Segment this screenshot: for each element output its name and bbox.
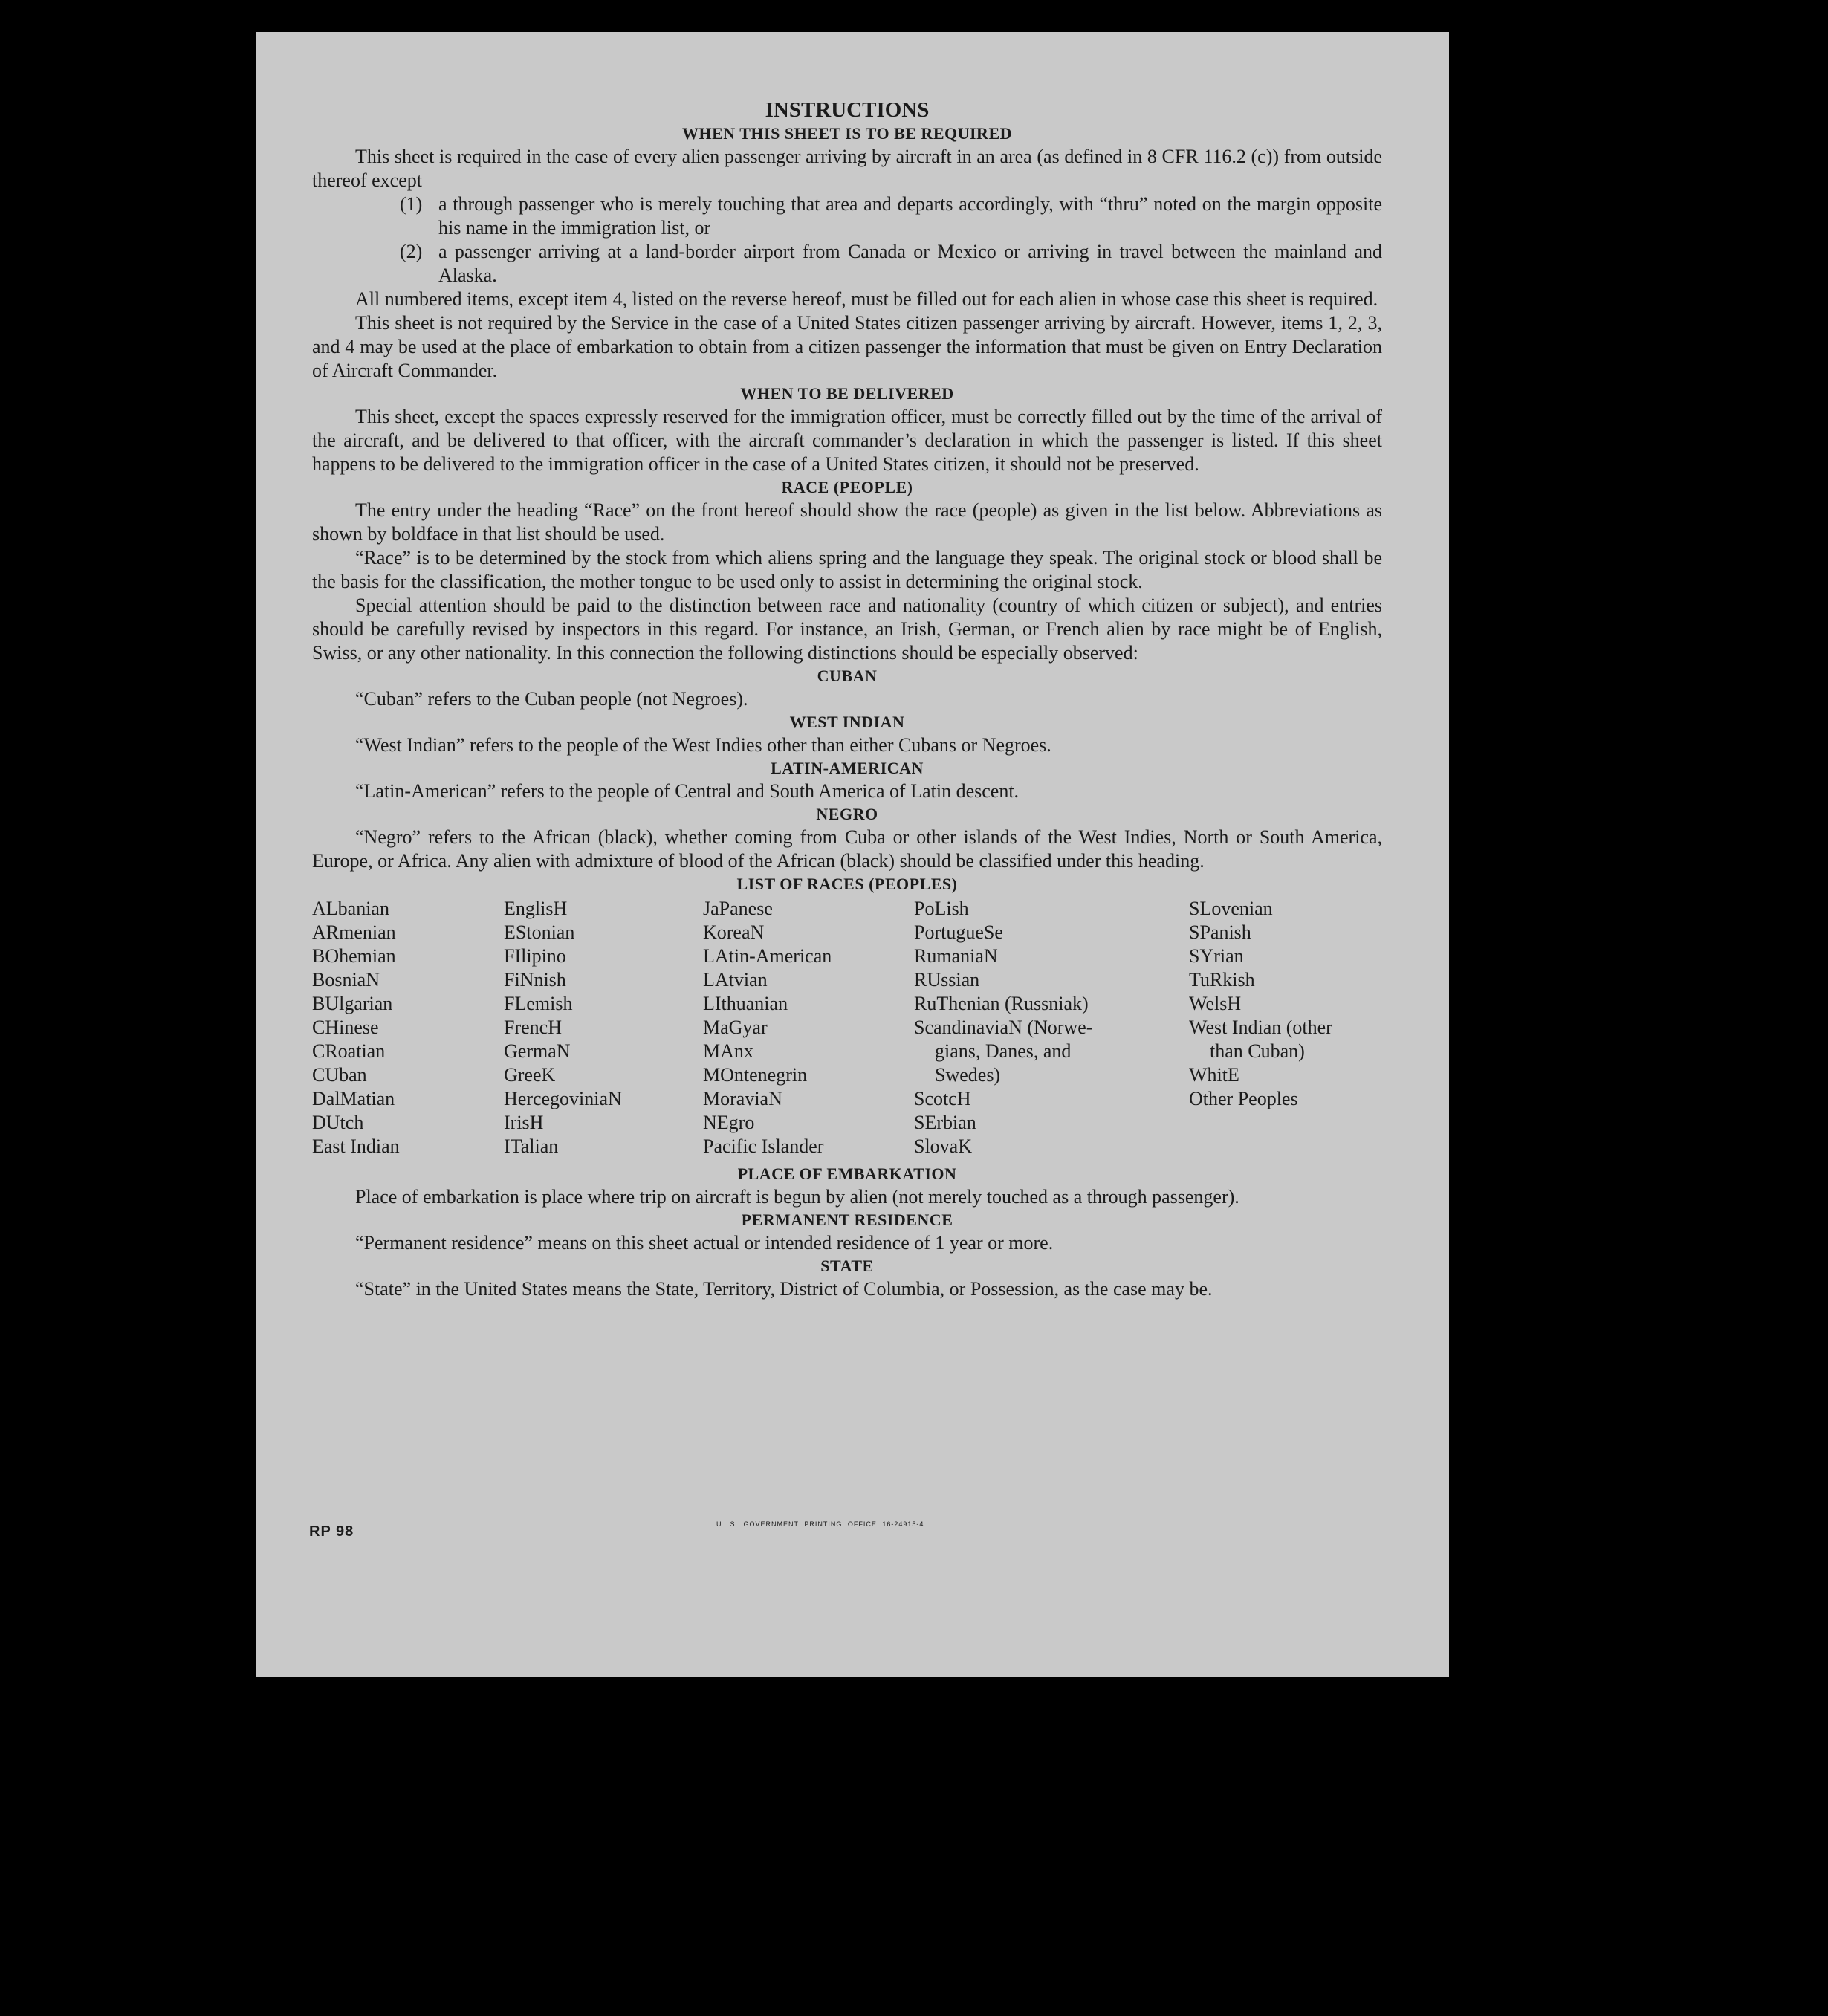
exception-item-1: [312, 192, 1382, 240]
exception-item-text: a passenger arriving at a land-border airport from Canada or Mexico or arriving in travel between the mainland and Alaska.: [438, 241, 1382, 286]
exception-item-2: [312, 240, 1382, 288]
heading-cuban: CUBAN: [817, 667, 878, 685]
heading-list-of-races: LIST OF RACES (PEOPLES): [736, 875, 958, 893]
race-entry: BOhemian: [312, 945, 396, 967]
race-entry: HercegoviniaN: [504, 1088, 622, 1109]
races-column-2: [504, 897, 703, 1158]
race-paragraph-1: The entry under the heading “Race” on the front hereof should show the race (people) as given in the list below. Abbreviations as shown by boldface in that list should be used.: [312, 499, 1382, 545]
race-entry: LAtvian: [703, 969, 768, 991]
race-entry: RumaniaN: [914, 945, 998, 967]
race-entry: IrisH: [504, 1112, 544, 1133]
race-entry: LIthuanian: [703, 993, 788, 1014]
exception-item-text: a through passenger who is merely touching that area and departs accordingly, with “thru” noted on the margin opposite his name in the immigration list, or: [438, 193, 1382, 239]
race-entry: EStonian: [504, 921, 575, 943]
page-title: INSTRUCTIONS: [765, 98, 930, 122]
embarkation-paragraph: Place of embarkation is place where trip on aircraft is begun by alien (not merely touched as a through passenger).: [355, 1186, 1239, 1208]
race-entry: ALbanian: [312, 898, 389, 919]
race-paragraph-3: Special attention should be paid to the distinction between race and nationality (country of which citizen or subject), and entries should be carefully revised by inspectors in this regard. For instance, an Irish, German, or French alien by race might be of English, Swiss, or any other nationality. In this connection the following distinctions should be especially observed:: [312, 594, 1382, 664]
race-paragraph-2: “Race” is to be determined by the stock from which aliens spring and the language they speak. The original stock or blood shall be the basis for the classification, the mother tongue to be used only to assist in determining the original stock.: [312, 547, 1382, 592]
race-entry: DalMatian: [312, 1088, 395, 1109]
race-entry: ScandinaviaN (Norwe-: [914, 1017, 1093, 1038]
exception-item-number: (1): [400, 193, 423, 215]
race-entry: WhitE: [1189, 1064, 1239, 1086]
heading-latin-american: LATIN-AMERICAN: [771, 759, 924, 777]
race-entry: SYrian: [1189, 945, 1244, 967]
race-entry: PortugueSe: [914, 921, 1003, 943]
race-entry: BUlgarian: [312, 993, 393, 1014]
race-entry: SlovaK: [914, 1135, 972, 1157]
heading-state: STATE: [820, 1257, 874, 1275]
exception-item-number: (2): [400, 241, 423, 262]
race-entry: GreeK: [504, 1064, 556, 1086]
latin-american-paragraph: “Latin-American” refers to the people of Central and South America of Latin descent.: [355, 780, 1020, 802]
race-entry: Other Peoples: [1189, 1088, 1298, 1109]
race-entry-continued: than Cuban): [1210, 1040, 1305, 1062]
document-sheet: [256, 32, 1449, 1677]
race-entry: CUban: [312, 1064, 367, 1086]
negro-paragraph: “Negro” refers to the African (black), whether coming from Cuba or other islands of the West Indies, North or South America, Europe, or Africa. Any alien with admixture of blood of the African (black) should be classified under this heading.: [312, 826, 1382, 872]
race-entry: ARmenian: [312, 921, 396, 943]
races-column-3: [703, 897, 914, 1158]
race-entry-continued: Swedes): [935, 1064, 1001, 1086]
race-entry-continued: gians, Danes, and: [935, 1040, 1072, 1062]
race-entry: SLovenian: [1189, 898, 1273, 919]
cuban-paragraph: “Cuban” refers to the Cuban people (not Negroes).: [355, 688, 748, 710]
west-indian-paragraph: “West Indian” refers to the people of the West Indies other than either Cubans or Negroes.: [355, 734, 1051, 756]
race-entry: MAnx: [703, 1040, 753, 1062]
race-entry: ScotcH: [914, 1088, 971, 1109]
race-entry: DUtch: [312, 1112, 364, 1133]
race-entry: MOntenegrin: [703, 1064, 808, 1086]
race-entry: CRoatian: [312, 1040, 386, 1062]
numbered-items-paragraph: All numbered items, except item 4, listed on the reverse hereof, must be filled out for each alien in whose case this sheet is required.: [355, 288, 1378, 310]
printer-imprint: U. S. GOVERNMENT PRINTING OFFICE 16-24915-4: [716, 1520, 924, 1528]
instructions-content: [312, 97, 1382, 1301]
race-entry: CHinese: [312, 1017, 379, 1038]
race-entry: PoLish: [914, 898, 969, 919]
heading-west-indian: WEST INDIAN: [789, 713, 905, 731]
races-list: [312, 897, 1382, 1158]
race-entry: West Indian (other: [1189, 1017, 1332, 1038]
heading-permanent-residence: PERMANENT RESIDENCE: [741, 1210, 953, 1229]
race-entry: FrencH: [504, 1017, 562, 1038]
race-entry: ITalian: [504, 1135, 559, 1157]
race-entry: JaPanese: [703, 898, 773, 919]
race-entry: GermaN: [504, 1040, 571, 1062]
delivered-paragraph: This sheet, except the spaces expressly reserved for the immigration officer, must be correctly filled out by the time of the arrival of the aircraft, and be delivered to that officer, with the aircraft commander’s declaration in which the passenger is listed. If this sheet happens to be delivered to the immigration officer in the case of a United States citizen, it should not be preserved.: [312, 406, 1382, 475]
race-entry: SPanish: [1189, 921, 1251, 943]
races-column-4: [914, 897, 1189, 1158]
race-entry: KoreaN: [703, 921, 765, 943]
state-paragraph: “State” in the United States means the State, Territory, District of Columbia, or Possession, as the case may be.: [355, 1278, 1213, 1300]
residence-paragraph: “Permanent residence” means on this sheet actual or intended residence of 1 year or more.: [355, 1232, 1054, 1254]
race-entry: TuRkish: [1189, 969, 1255, 991]
races-column-5: [1189, 897, 1382, 1158]
race-entry: MaGyar: [703, 1017, 768, 1038]
race-entry: East Indian: [312, 1135, 400, 1157]
race-entry: NEgro: [703, 1112, 755, 1133]
heading-race: RACE (PEOPLE): [781, 478, 913, 496]
race-entry: WelsH: [1189, 993, 1242, 1014]
race-entry: FLemish: [504, 993, 573, 1014]
race-entry: RuThenian (Russniak): [914, 993, 1089, 1014]
required-intro: This sheet is required in the case of every alien passenger arriving by aircraft in an area (as defined in 8 CFR 116.2 (c)) from outside thereof except: [312, 146, 1382, 191]
heading-negro: NEGRO: [816, 805, 878, 823]
heading-when-delivered: WHEN TO BE DELIVERED: [740, 384, 954, 403]
race-entry: SErbian: [914, 1112, 976, 1133]
races-column-1: [312, 897, 504, 1158]
race-entry: RUssian: [914, 969, 980, 991]
heading-when-required: WHEN THIS SHEET IS TO BE REQUIRED: [681, 124, 1013, 143]
heading-place-of-embarkation: PLACE OF EMBARKATION: [737, 1164, 957, 1183]
race-entry: LAtin-American: [703, 945, 832, 967]
race-entry: EnglisH: [504, 898, 568, 919]
race-entry: FiNnish: [504, 969, 566, 991]
citizen-paragraph: This sheet is not required by the Service in the case of a United States citizen passenger arriving by aircraft. However, items 1, 2, 3, and 4 may be used at the place of embarkation to obtain from a citizen passenger the information that must be given on Entry Declaration of Aircraft Commander.: [312, 312, 1382, 381]
race-entry: BosniaN: [312, 969, 380, 991]
form-number: RP 98: [309, 1523, 354, 1540]
race-entry: Pacific Islander: [703, 1135, 824, 1157]
race-entry: MoraviaN: [703, 1088, 782, 1109]
race-entry: FIlipino: [504, 945, 566, 967]
